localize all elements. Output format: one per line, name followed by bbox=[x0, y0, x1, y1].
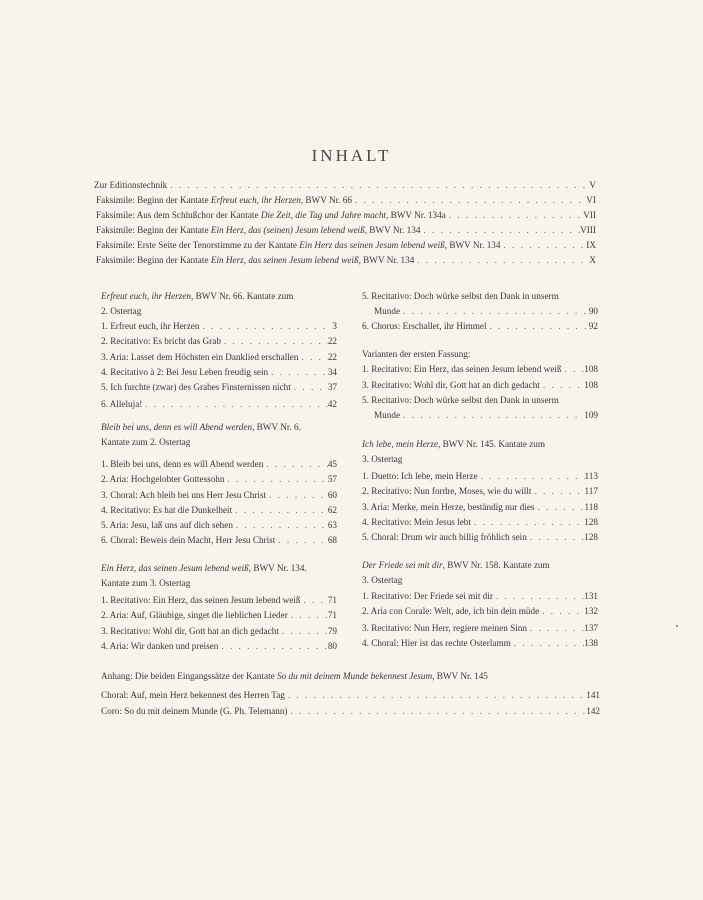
dot-leader bbox=[232, 503, 328, 518]
page-number: 60 bbox=[327, 490, 337, 500]
entry-text: 1. Bleib bei uns, denn es will Abend werden bbox=[101, 459, 264, 469]
dot-leader bbox=[218, 639, 327, 654]
entry-label bbox=[374, 408, 400, 423]
page-number: 63 bbox=[327, 520, 337, 530]
dot-leader bbox=[298, 350, 327, 365]
movement-entry[interactable] bbox=[374, 304, 598, 319]
movement-entry[interactable] bbox=[101, 639, 337, 654]
dot-leader bbox=[500, 238, 586, 253]
italic-title: Ich lebe, mein Herze bbox=[362, 439, 439, 449]
entry-label bbox=[101, 397, 142, 412]
entry-label bbox=[362, 469, 478, 484]
page-number: 132 bbox=[584, 606, 598, 616]
movement-entry[interactable] bbox=[101, 503, 337, 518]
dot-leader bbox=[487, 319, 589, 334]
entry-label bbox=[362, 500, 534, 515]
italic-title: Ein Herz, das seinen Jesum lebend weiß bbox=[101, 563, 249, 573]
entry-label bbox=[101, 503, 232, 518]
entry-label bbox=[101, 639, 218, 654]
front-entry[interactable] bbox=[96, 253, 596, 268]
page-number: 109 bbox=[584, 410, 598, 420]
page-number: 118 bbox=[584, 502, 598, 512]
movement-entry[interactable] bbox=[101, 319, 337, 334]
italic-title: Ein Herz das seinen Jesum lebend weiß bbox=[299, 240, 445, 250]
entry-label bbox=[101, 319, 199, 334]
movement-entry[interactable] bbox=[362, 319, 598, 334]
entry-text: Faksimile: Beginn der Kantate bbox=[96, 195, 211, 205]
entry-label bbox=[101, 688, 285, 703]
entry-text: 5. Aria: Jesu, laß uns auf dich sehen bbox=[101, 520, 233, 530]
page-number: VIII bbox=[580, 225, 596, 235]
entry-text: Faksimile: Beginn der Kantate bbox=[96, 225, 211, 235]
entry-text: 3. Choral: Ach bleib bei uns Herr Jesu Christ bbox=[101, 490, 267, 500]
entry-text: 4. Aria: Wir danken und preisen bbox=[101, 641, 219, 651]
page-number: VII bbox=[583, 210, 596, 220]
entry-text: 3. Recitativo: Wohl dir, Gott hat an dich gedacht bbox=[362, 380, 540, 390]
page-number: 108 bbox=[584, 364, 598, 374]
entry-text: Faksimile: Erste Seite der Tenorstimme zu der Kantate bbox=[96, 240, 300, 250]
dot-leader bbox=[233, 518, 328, 533]
dot-leader bbox=[400, 408, 584, 423]
page-number: IX bbox=[586, 240, 596, 250]
appendix-entry[interactable] bbox=[101, 704, 600, 719]
dot-leader bbox=[414, 253, 589, 268]
movement-entry[interactable] bbox=[362, 589, 598, 604]
entry-text: , BWV Nr. 134a bbox=[385, 210, 446, 220]
dot-leader bbox=[285, 688, 586, 703]
entry-text: 1. Recitativo: Ein Herz, das seinen Jesum lebend weiß bbox=[101, 595, 301, 605]
page-number: 141 bbox=[586, 690, 600, 700]
dot-leader bbox=[527, 530, 584, 545]
entry-text: 2. Aria: Auf, Gläubige, singet die lieblichen Lieder bbox=[101, 610, 288, 620]
dot-leader bbox=[539, 604, 584, 619]
movement-entry[interactable] bbox=[101, 593, 337, 608]
page-number: 128 bbox=[584, 517, 598, 527]
heading-text: , BWV Nr. 134. bbox=[248, 563, 307, 573]
entry-label bbox=[101, 624, 279, 639]
front-entry[interactable] bbox=[96, 193, 596, 208]
page-number: 113 bbox=[584, 471, 598, 481]
entry-text: Coro: So du mit deinem Munde (G. Ph. Telemann) bbox=[101, 706, 288, 716]
italic-title: Der Friede sei mit dir bbox=[362, 560, 443, 570]
page-number: 22 bbox=[327, 336, 337, 346]
dot-leader bbox=[275, 533, 328, 548]
entry-label bbox=[101, 488, 266, 503]
dot-leader bbox=[400, 304, 589, 319]
dot-leader bbox=[540, 378, 584, 393]
page-title: INHALT bbox=[311, 146, 392, 165]
dot-leader bbox=[263, 457, 328, 472]
page-number: 79 bbox=[327, 626, 337, 636]
cantata-heading bbox=[362, 558, 550, 573]
entry-label bbox=[362, 484, 531, 499]
dot-leader bbox=[288, 608, 328, 623]
movement-entry[interactable] bbox=[101, 608, 337, 623]
dot-leader bbox=[301, 593, 328, 608]
entry-text: 4. Recitativo: Es hat die Dunkelheit bbox=[101, 505, 233, 515]
dot-leader bbox=[420, 223, 580, 238]
movement-entry[interactable] bbox=[101, 457, 337, 472]
page-number: 34 bbox=[327, 367, 337, 377]
page-number: X bbox=[589, 255, 596, 265]
page-number: 92 bbox=[588, 321, 598, 331]
entry-label bbox=[374, 304, 400, 319]
variant-entry[interactable] bbox=[362, 378, 598, 393]
dot-leader bbox=[268, 365, 328, 380]
entry-label bbox=[101, 518, 233, 533]
entry-label bbox=[101, 608, 288, 623]
movement-entry[interactable] bbox=[362, 621, 598, 636]
movement-entry[interactable] bbox=[101, 518, 337, 533]
entry-text: 2. Recitativo: Es bricht das Grab bbox=[101, 336, 221, 346]
movement-entry[interactable] bbox=[362, 500, 598, 515]
entry-text: 1. Recitativo: Ein Herz, das seinen Jesum lebend weiß bbox=[362, 364, 562, 374]
dot-leader bbox=[225, 472, 328, 487]
page-number: V bbox=[589, 180, 596, 190]
movement-entry[interactable] bbox=[101, 472, 337, 487]
variants-heading bbox=[362, 347, 470, 362]
cantata-subheading bbox=[362, 573, 402, 588]
italic-title: Erfreut euch, ihr Herzen bbox=[210, 195, 301, 205]
heading-text: Anhang: Die beiden Eingangssätze der Kantate bbox=[101, 671, 278, 681]
movement-entry[interactable] bbox=[362, 484, 598, 499]
italic-title: Erfreut euch, ihr Herzen bbox=[101, 291, 191, 301]
movement-entry[interactable] bbox=[362, 515, 598, 530]
dot-leader bbox=[221, 334, 328, 349]
heading-text: Kantate zum 2. Ostertag bbox=[101, 437, 191, 447]
entry-label bbox=[101, 380, 291, 395]
entry-text: , BWV Nr. 134 bbox=[358, 255, 415, 265]
movement-entry[interactable] bbox=[101, 397, 337, 412]
italic-title: Ein Herz, das (seinen) Jesum lebend weiß bbox=[210, 225, 365, 235]
entry-label bbox=[94, 178, 167, 193]
italic-title: Die Zeit, die Tag und Jahre macht bbox=[260, 210, 386, 220]
entry-text: , BWV Nr. 66 bbox=[300, 195, 352, 205]
dot-leader bbox=[562, 362, 585, 377]
dot-leader bbox=[352, 193, 586, 208]
entry-text: 3. Aria: Merke, mein Herze, beständig nur dies bbox=[362, 502, 535, 512]
entry-text: Munde bbox=[374, 306, 401, 316]
dot-leader bbox=[478, 469, 585, 484]
entry-label bbox=[362, 604, 539, 619]
entry-label bbox=[362, 378, 540, 393]
entry-label bbox=[101, 533, 275, 548]
entry-text: 2. Recitativo: Nun fordre, Moses, wie du willt bbox=[362, 486, 532, 496]
dot-leader bbox=[531, 484, 584, 499]
entry-text: 4. Recitativo à 2: Bei Jesu Leben freudig sein bbox=[101, 367, 269, 377]
movement-entry[interactable] bbox=[362, 604, 598, 619]
page-number: 71 bbox=[327, 610, 337, 620]
variant-entry[interactable] bbox=[362, 362, 598, 377]
page-number: VI bbox=[586, 195, 596, 205]
dot-leader bbox=[199, 319, 332, 334]
page-number: 3 bbox=[332, 321, 337, 331]
page-number: 90 bbox=[588, 306, 598, 316]
entry-label bbox=[101, 593, 301, 608]
page-number: 142 bbox=[586, 706, 600, 716]
entry-text: 4. Recitativo: Mein Jesus lebt bbox=[362, 517, 471, 527]
movement-entry[interactable] bbox=[101, 624, 337, 639]
entry-label bbox=[96, 223, 420, 238]
cantata-heading bbox=[362, 437, 545, 452]
front-entry[interactable] bbox=[96, 238, 596, 253]
page-number: 80 bbox=[327, 641, 337, 651]
heading-text: , BWV Nr. 145. Kantate zum bbox=[438, 439, 546, 449]
cantata-subheading bbox=[362, 452, 402, 467]
entry-label bbox=[362, 319, 487, 334]
movement-entry[interactable] bbox=[101, 533, 337, 548]
movement-entry[interactable] bbox=[101, 350, 337, 365]
cantata-heading bbox=[101, 561, 307, 576]
heading-text: , BWV Nr. 66. Kantate zum bbox=[191, 291, 294, 301]
heading-text: 5. Recitativo: Doch würke selbst den Dank in unserm bbox=[362, 395, 559, 405]
entry-label bbox=[101, 704, 288, 719]
entry-label bbox=[101, 365, 268, 380]
page-number: 138 bbox=[584, 638, 598, 648]
entry-label bbox=[362, 515, 471, 530]
page-number: 45 bbox=[327, 459, 337, 469]
entry-text: 2. Aria: Hochgelobter Gottessohn bbox=[101, 474, 225, 484]
heading-text: 3. Ostertag bbox=[362, 575, 403, 585]
movement-entry[interactable] bbox=[362, 636, 598, 651]
movement-entry[interactable] bbox=[362, 530, 598, 545]
entry-text: Faksimile: Beginn der Kantate bbox=[96, 255, 211, 265]
movement-entry-wrap bbox=[362, 289, 559, 304]
entry-label bbox=[96, 208, 446, 223]
page-number: 71 bbox=[327, 595, 337, 605]
entry-label bbox=[101, 334, 221, 349]
entry-label bbox=[96, 238, 500, 253]
entry-label bbox=[362, 362, 562, 377]
entry-label bbox=[362, 589, 493, 604]
variant-entry[interactable] bbox=[374, 408, 598, 423]
entry-label bbox=[96, 253, 414, 268]
dot-leader bbox=[493, 589, 584, 604]
dot-leader bbox=[527, 621, 584, 636]
dot-leader bbox=[534, 500, 584, 515]
page-number: 62 bbox=[327, 505, 337, 515]
heading-text: , BWV Nr. 158. Kantate zum bbox=[442, 560, 550, 570]
page-number: 68 bbox=[327, 535, 337, 545]
entry-text: , BWV Nr. 134 bbox=[444, 240, 501, 250]
entry-text: 2. Aria con Corale: Welt, ade, ich bin dein müde bbox=[362, 606, 540, 616]
entry-label bbox=[101, 457, 263, 472]
heading-text: 2. Ostertag bbox=[101, 306, 142, 316]
dot-leader bbox=[142, 397, 327, 412]
heading-text: 5. Recitativo: Doch würke selbst den Dank in unserm bbox=[362, 291, 559, 301]
entry-text: 3. Aria: Lasset dem Höchsten ein Danklied erschallen bbox=[101, 352, 299, 362]
entry-text: 4. Choral: Hier ist das rechte Osterlamm bbox=[362, 638, 511, 648]
heading-text: , BWV Nr. 145 bbox=[432, 671, 488, 681]
entry-text: Faksimile: Aus dem Schlußchor der Kantate bbox=[96, 210, 261, 220]
page-number: 57 bbox=[327, 474, 337, 484]
page-number: 108 bbox=[584, 380, 598, 390]
entry-text: 1. Erfreut euch, ihr Herzen bbox=[101, 321, 200, 331]
movement-entry[interactable] bbox=[101, 488, 337, 503]
appendix-heading bbox=[101, 669, 488, 684]
page-number: 42 bbox=[327, 399, 337, 409]
dot-leader bbox=[291, 380, 328, 395]
movement-entry[interactable] bbox=[101, 380, 337, 395]
italic-title: Ein Herz, das seinen Jesum lebend weiß bbox=[210, 255, 359, 265]
movement-entry[interactable] bbox=[101, 365, 337, 380]
entry-label bbox=[101, 350, 298, 365]
entry-text: 6. Choral: Beweis dein Macht, Herr Jesu Christ bbox=[101, 535, 276, 545]
cantata-subheading bbox=[101, 304, 141, 319]
dot-leader bbox=[511, 636, 584, 651]
front-entry[interactable] bbox=[96, 223, 596, 238]
entry-label bbox=[362, 530, 527, 545]
entry-text: 5. Choral: Drum wir auch billig fröhlich sein bbox=[362, 532, 527, 542]
dot-leader bbox=[279, 624, 328, 639]
heading-text: 3. Ostertag bbox=[362, 454, 403, 464]
dot-leader bbox=[288, 704, 587, 719]
page-number: 137 bbox=[584, 623, 598, 633]
page-number: 128 bbox=[584, 532, 598, 542]
entry-text: 3. Recitativo: Wohl dir, Gott hat an dich gedacht bbox=[101, 626, 279, 636]
entry-text: 1. Duetto: Ich lebe, mein Herze bbox=[362, 471, 478, 481]
italic-title: So du mit deinem Munde bekennest Jesum bbox=[277, 671, 433, 681]
heading-text: Varianten der ersten Fassung: bbox=[362, 349, 471, 359]
entry-text: 6. Chorus: Erschallet, ihr Himmel bbox=[362, 321, 487, 331]
page-number: 117 bbox=[584, 486, 598, 496]
front-entry[interactable] bbox=[94, 178, 596, 193]
cantata-heading bbox=[101, 289, 293, 304]
appendix-entry[interactable] bbox=[101, 688, 600, 703]
entry-label bbox=[362, 621, 527, 636]
cantata-subheading bbox=[101, 576, 190, 591]
page-number: 131 bbox=[584, 591, 598, 601]
dot-leader bbox=[446, 208, 583, 223]
entry-text: , BWV Nr. 134 bbox=[364, 225, 421, 235]
entry-text: Zur Editionstechnik bbox=[94, 180, 168, 190]
entry-text: Munde bbox=[374, 410, 401, 420]
dot-leader bbox=[266, 488, 328, 503]
movement-entry[interactable] bbox=[101, 334, 337, 349]
heading-text: Kantate zum 3. Ostertag bbox=[101, 578, 191, 588]
cantata-heading bbox=[101, 420, 301, 435]
dot-leader bbox=[471, 515, 584, 530]
cantata-subheading bbox=[101, 435, 190, 450]
variant-entry-wrap bbox=[362, 393, 559, 408]
ink-speck bbox=[676, 625, 678, 627]
page-number: 37 bbox=[327, 382, 337, 392]
entry-label bbox=[101, 472, 225, 487]
movement-entry[interactable] bbox=[362, 469, 598, 484]
entry-label bbox=[362, 636, 511, 651]
entry-label bbox=[96, 193, 352, 208]
entry-text: 3. Recitativo: Nun Herr, regiere meinen Sinn bbox=[362, 623, 527, 633]
dot-leader bbox=[167, 178, 589, 193]
entry-text: 1. Recitativo: Der Friede sei mit dir bbox=[362, 591, 493, 601]
page-number: 22 bbox=[327, 352, 337, 362]
entry-text: 6. Alleluja! bbox=[101, 399, 143, 409]
entry-text: 5. Ich furchte (zwar) des Grabes Finsternissen nicht bbox=[101, 382, 291, 392]
front-entry[interactable] bbox=[96, 208, 596, 223]
entry-text: Choral: Auf, mein Herz bekennest des Herren Tag bbox=[101, 690, 285, 700]
italic-title: Bleib bei uns, denn es will Abend werden bbox=[101, 422, 253, 432]
heading-text: , BWV Nr. 6. bbox=[252, 422, 301, 432]
